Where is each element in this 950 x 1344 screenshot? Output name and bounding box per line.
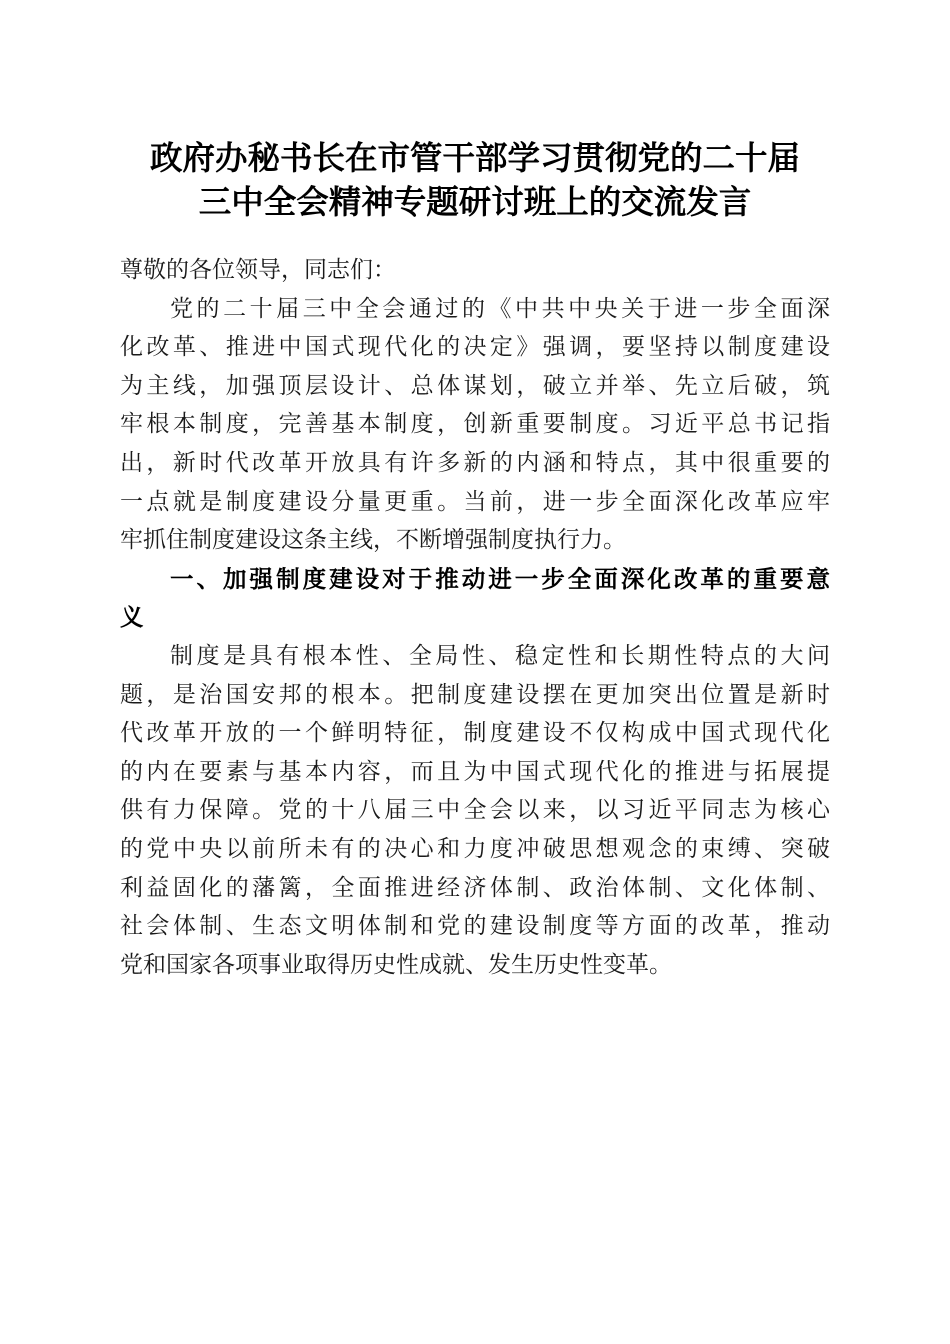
paragraph-line: 的党中央以前所未有的决心和力度冲破思想观念的束缚、突破 bbox=[120, 835, 830, 862]
paragraph-line: 党和国家各项事业取得历史性成就、发生历史性变革。 bbox=[120, 951, 672, 978]
paragraph-line: 化改革、推进中国式现代化的决定》强调，要坚持以制度建设 bbox=[120, 334, 830, 361]
greeting: 尊敬的各位领导，同志们： bbox=[120, 257, 396, 283]
paragraph-line: 出，新时代改革开放具有许多新的内涵和特点，其中很重要的 bbox=[120, 449, 830, 476]
paragraph-line: 代改革开放的一个鲜明特征，制度建设不仅构成中国式现代化 bbox=[120, 720, 830, 747]
paragraph-line: 供有力保障。党的十八届三中全会以来，以习近平同志为核心 bbox=[120, 797, 830, 824]
heading-line: 义 bbox=[120, 603, 144, 632]
title-line-1: 政府办秘书长在市管干部学习贯彻党的二十届 bbox=[149, 138, 800, 177]
paragraph-line: 党的二十届三中全会通过的《中共中央关于进一步全面深 bbox=[170, 295, 830, 322]
paragraph-2 bbox=[120, 637, 830, 984]
paragraph-line: 制度是具有根本性、全局性、稳定性和长期性特点的大问 bbox=[170, 642, 830, 669]
paragraph-line: 的内在要素与基本内容，而且为中国式现代化的推进与拓展提 bbox=[120, 758, 830, 785]
paragraph-line: 社会体制、生态文明体制和党的建设制度等方面的改革，推动 bbox=[120, 913, 830, 940]
title-line-2: 三中全会精神专题研讨班上的交流发言 bbox=[198, 182, 752, 221]
document-body bbox=[120, 251, 830, 984]
paragraph-line: 为主线，加强顶层设计、总体谋划，破立并举、先立后破，筑 bbox=[120, 372, 830, 399]
document-title bbox=[100, 136, 850, 224]
paragraph-line: 题，是治国安邦的根本。把制度建设摆在更加突出位置是新时 bbox=[120, 681, 830, 708]
paragraph-1 bbox=[120, 290, 830, 560]
paragraph-line: 利益固化的藩篱，全面推进经济体制、政治体制、文化体制、 bbox=[120, 874, 830, 901]
heading-line: 一、加强制度建设对于推动进一步全面深化改革的重要意 bbox=[170, 564, 830, 593]
paragraph-line: 牢根本制度，完善基本制度，创新重要制度。习近平总书记指 bbox=[120, 411, 830, 438]
paragraph-line: 牢抓住制度建设这条主线，不断增强制度执行力。 bbox=[120, 527, 626, 554]
section-1-heading bbox=[120, 560, 830, 637]
paragraph-line: 一点就是制度建设分量更重。当前，进一步全面深化改革应牢 bbox=[120, 488, 830, 515]
